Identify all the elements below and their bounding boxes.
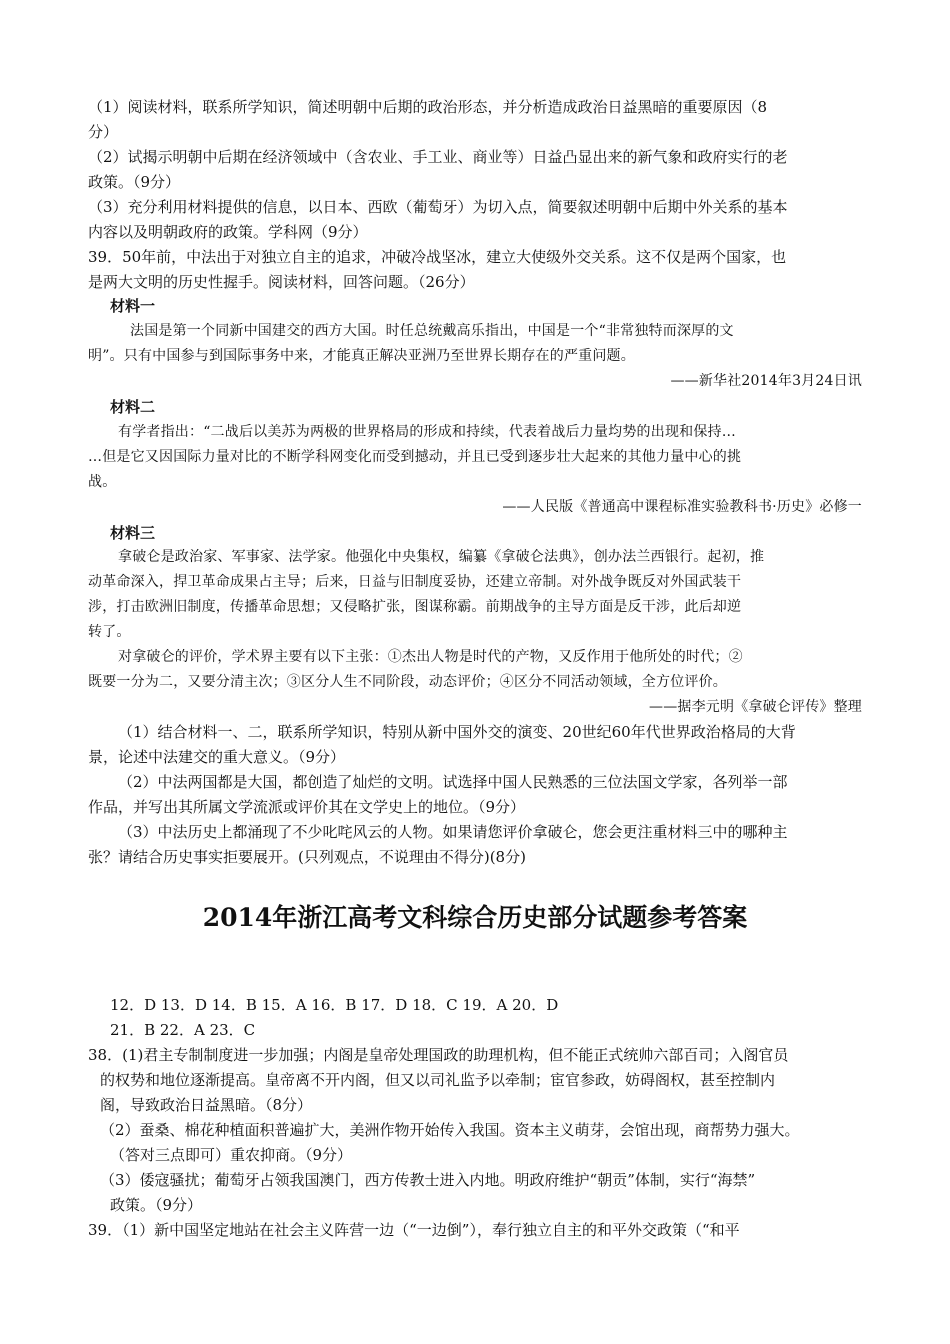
material2-line: …但是它又因国际力量对比的不断学科网变化而受到撼动，并且已受到逐步壮大起来的其他力量中心的挑 xyxy=(88,449,742,465)
answer38-line: （答对三点即可）重农抑商。（9分） xyxy=(110,1146,353,1164)
mc-answers-line: 21．B 22．A 23．C xyxy=(110,1021,256,1039)
q39-intro-line: 39．50年前，中法出于对独立自主的追求，冲破冷战坚冰，建立大使级外交关系。这不仅是两个国家，也 xyxy=(88,248,787,266)
answer39-line: 39．（1）新中国坚定地站在社会主义阵营一边（“一边倒”），奉行独立自主的和平外交政策（“和平 xyxy=(88,1221,740,1239)
material1-line: 明”。只有中国参与到国际事务中来，才能真正解决亚洲乃至世界长期存在的严重问题。 xyxy=(88,348,635,364)
material1-source: ——新华社2014年3月24日讯 xyxy=(670,373,862,389)
material1-line: 法国是第一个同新中国建交的西方大国。时任总统戴高乐指出，中国是一个“非常独特而深厚的文 xyxy=(130,323,734,339)
answer-title: 2014年浙江高考文科综合历史部分试题参考答案 xyxy=(202,903,748,932)
material3-line: 既要一分为二，又要分清主次；③区分人生不同阶段，动态评价；④区分不同活动领域，全方位评价。 xyxy=(88,674,727,690)
material3-source: ——据李元明《拿破仑评传》整理 xyxy=(649,699,862,715)
material3-line: 转了。 xyxy=(88,624,131,640)
q38-question-line: （2）试揭示明朝中后期在经济领域中（含农业、手工业、商业等）日益凸显出来的新气象和政府实行的老 xyxy=(88,148,788,166)
q39-intro-line: 是两大文明的历史性握手。阅读材料，回答问题。（26分） xyxy=(88,273,475,291)
q38-question-line: 内容以及明朝政府的政策。学科网（9分） xyxy=(88,223,368,241)
q38-question-line: 政策。（9分） xyxy=(88,173,181,191)
q38-question-line: （1）阅读材料，联系所学知识，简述明朝中后期的政治形态，并分析造成政治日益黑暗的重要原因（8 xyxy=(88,98,768,116)
mc-answers-line: 12．D 13．D 14．B 15．A 16．B 17．D 18．C 19．A 20．D xyxy=(110,996,559,1014)
material2-line: 战。 xyxy=(88,474,117,490)
answer38-line: 政策。（9分） xyxy=(110,1196,203,1214)
q38-question-line: 分） xyxy=(88,123,119,141)
material3-line: 动革命深入，捍卫革命成果占主导；后来，日益与旧制度妥协，还建立帝制。对外战争既反对外国武装干 xyxy=(88,574,742,590)
material3-line: 对拿破仑的评价，学术界主要有以下主张：①杰出人物是时代的产物，又反作用于他所处的时代；② xyxy=(118,649,743,665)
material3-line: 涉，打击欧洲旧制度，传播革命思想；又侵略扩张，图谋称霸。前期战争的主导方面是反干涉，此后却逆 xyxy=(88,599,742,615)
answer38-line: 的权势和地位逐渐提高。皇帝离不开内阁，但又以司礼监予以牵制；宦官参政，妨碍阁权，甚至控制内 xyxy=(100,1071,776,1089)
answer38-line: 阁，导致政治日益黑暗。（8分） xyxy=(100,1096,313,1114)
material2-line: 有学者指出：“二战后以美苏为两极的世界格局的形成和持续，代表着战后力量均势的出现和保持… xyxy=(118,424,736,440)
answer38-line: （3）倭寇骚扰；葡萄牙占领我国澳门，西方传教士进入内地。明政府维护“朝贡”体制，实行“海禁” xyxy=(100,1171,756,1189)
q39-question-line: 景，论述中法建交的重大意义。（9分） xyxy=(88,748,346,766)
q38-question-line: （3）充分利用材料提供的信息，以日本、西欧（葡萄牙）为切入点，简要叙述明朝中后期中外关系的基本 xyxy=(88,198,788,216)
material3-label: 材料三 xyxy=(110,524,156,542)
answer38-line: （2）蚕桑、棉花种植面积普遍扩大，美洲作物开始传入我国。资本主义萌芽，会馆出现，商帮势力强大。 xyxy=(100,1121,800,1139)
q39-question-line: （1）结合材料一、二，联系所学知识，特别从新中国外交的演变、20世纪60年代世界政治格局的大背 xyxy=(118,723,796,741)
q39-question-line: 张？请结合历史事实拒要展开。(只列观点，不说理由不得分)(8分) xyxy=(88,848,526,866)
answer38-line: 38．(1)君主专制制度进一步加强；内阁是皇帝处理国政的助理机构，但不能正式统帅六部百司；入阁官员 xyxy=(88,1046,789,1064)
material1-label: 材料一 xyxy=(110,297,156,315)
material3-line: 拿破仑是政治家、军事家、法学家。他强化中央集权，编纂《拿破仑法典》，创办法兰西银行。起初，推 xyxy=(118,549,765,565)
q39-question-line: （2）中法两国都是大国，都创造了灿烂的文明。试选择中国人民熟悉的三位法国文学家，各列举一部 xyxy=(118,773,788,791)
material2-label: 材料二 xyxy=(110,398,156,416)
q39-question-line: （3）中法历史上都涌现了不少叱咤风云的人物。如果请您评价拿破仑，您会更注重材料三中的哪种主 xyxy=(118,823,788,841)
q39-question-line: 作品，并写出其所属文学流派或评价其在文学史上的地位。（9分） xyxy=(88,798,526,816)
material2-source: ——人民版《普通高中课程标准实验教科书·历史》必修一 xyxy=(502,499,862,515)
